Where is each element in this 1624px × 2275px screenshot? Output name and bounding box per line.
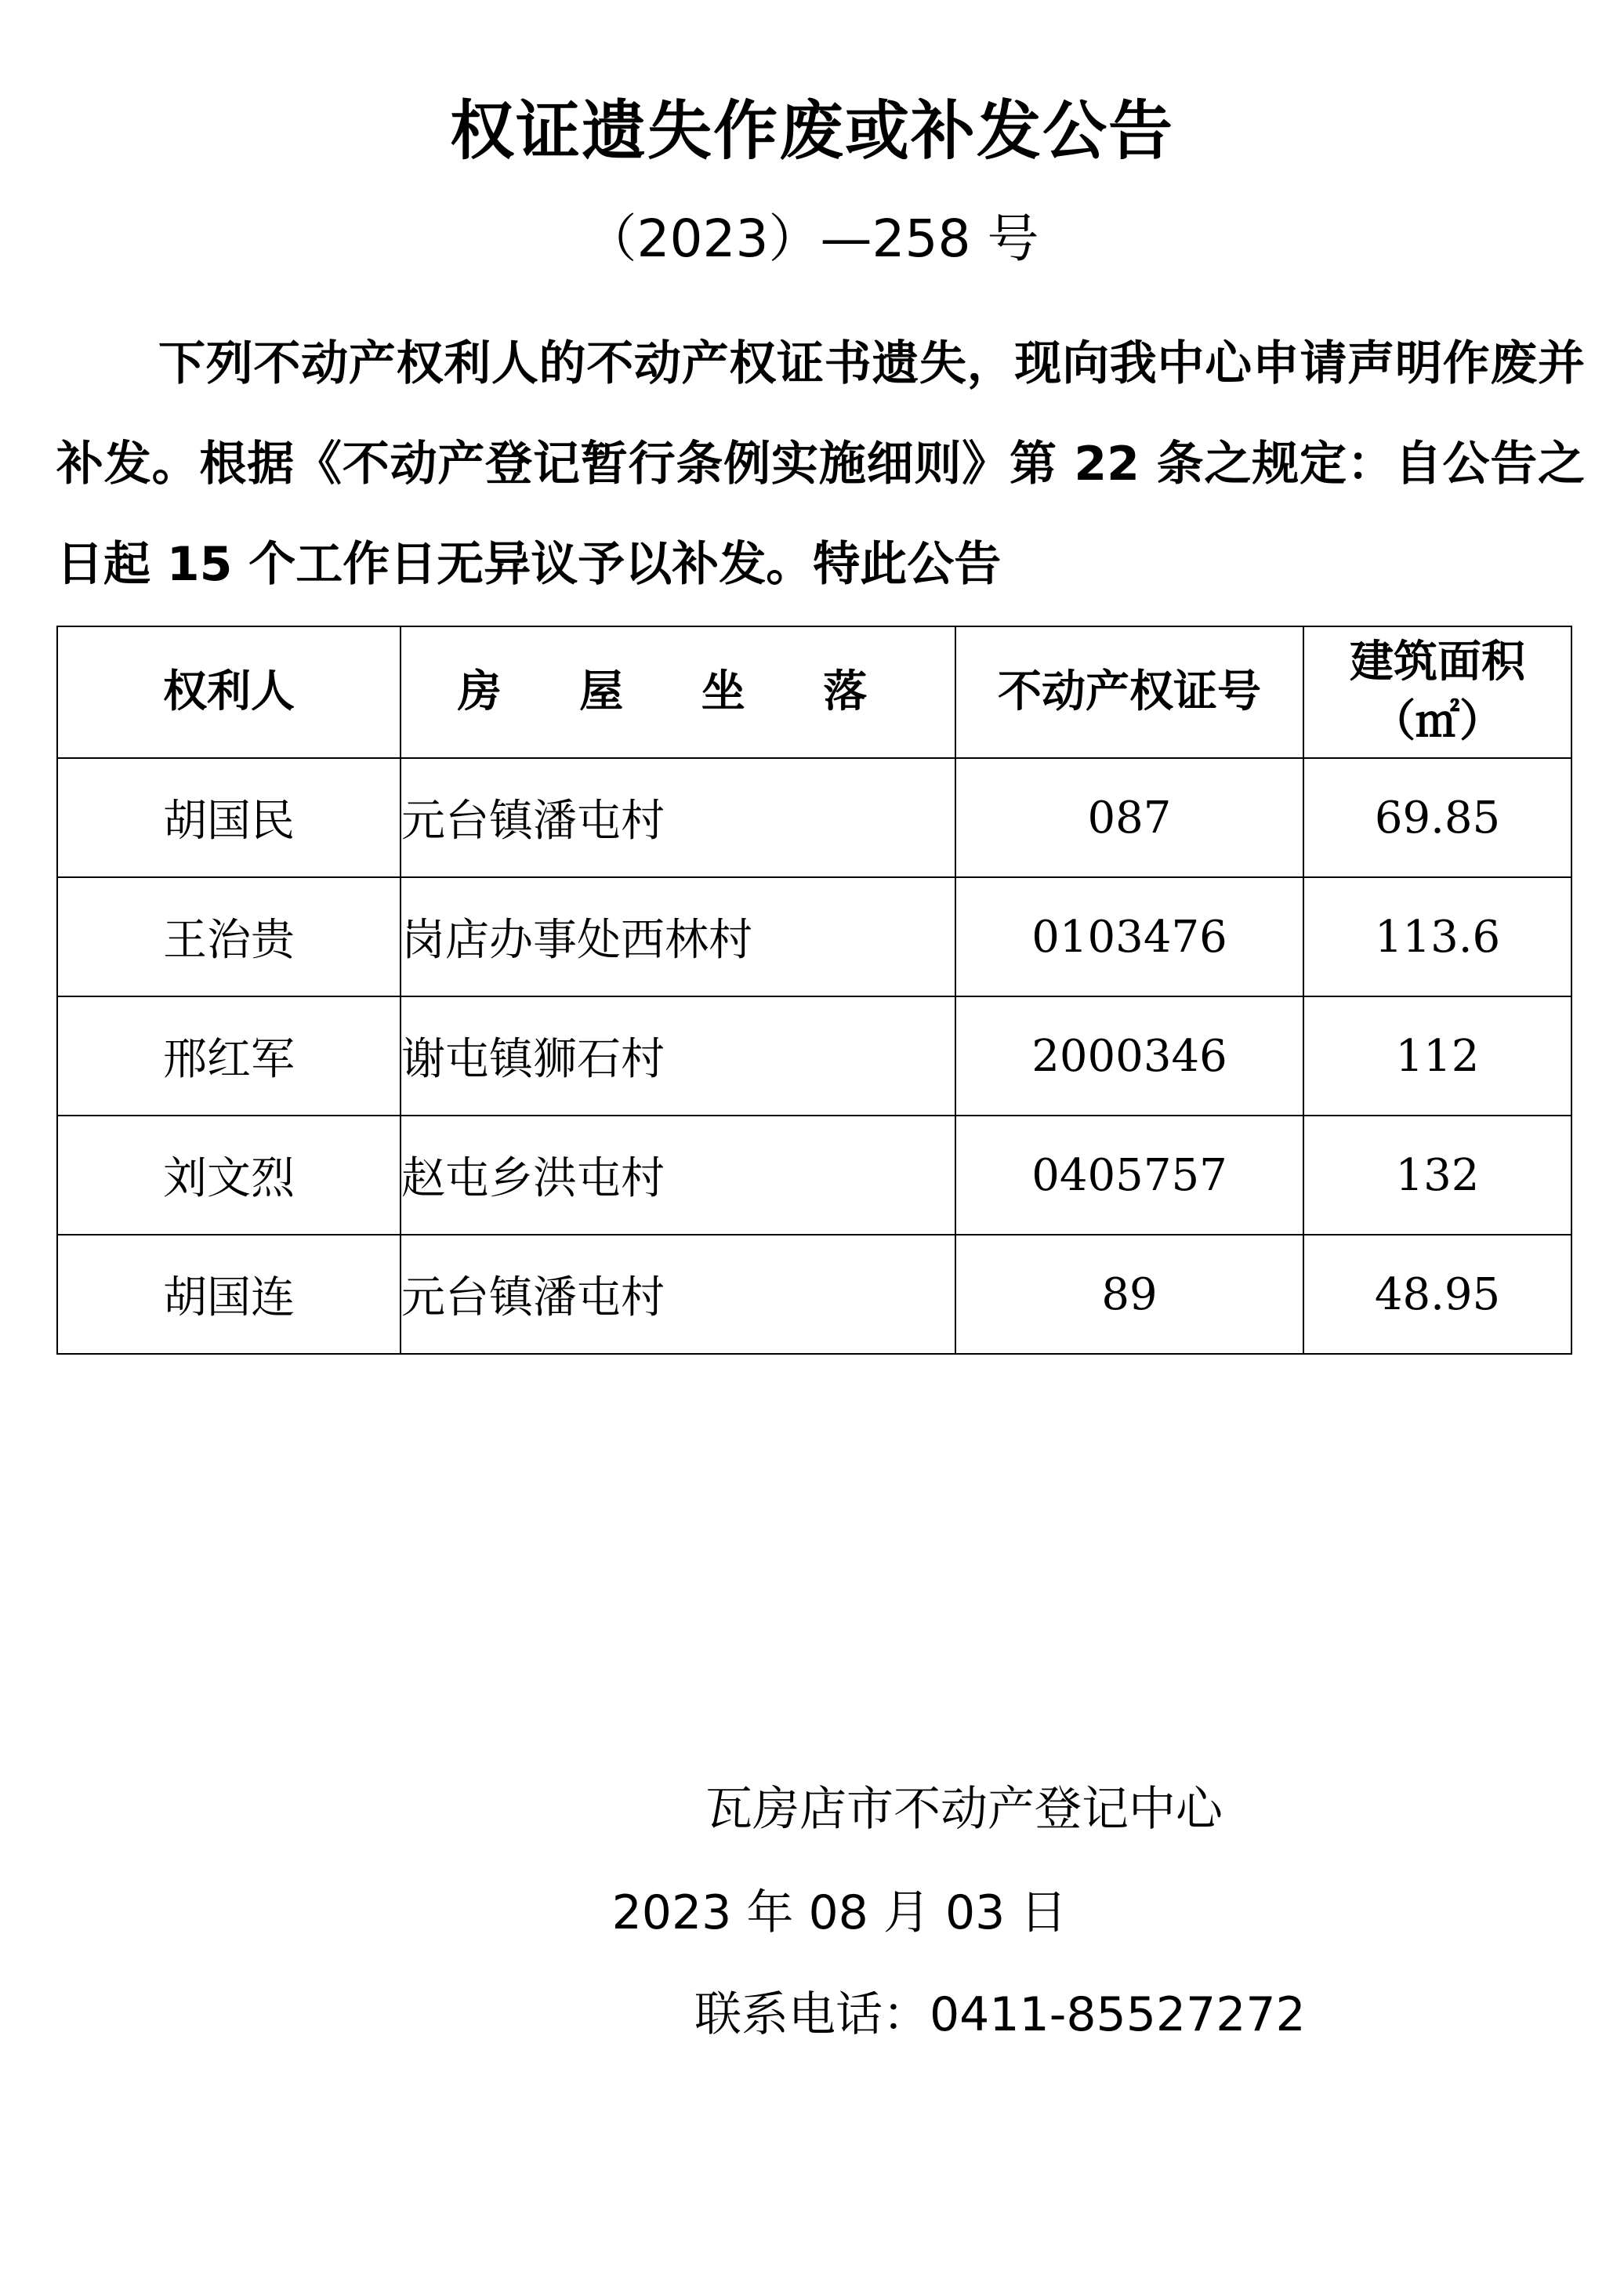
lost-certificate-table: [56, 626, 1572, 1355]
cell-holder: 胡国民: [57, 758, 401, 877]
issuing-organization: 瓦房店市不动产登记中心: [705, 1782, 1223, 1837]
cell-area: 112: [1303, 996, 1571, 1116]
contact-phone: 联系电话：0411-85527272: [694, 1987, 1306, 2042]
header-area-label: 建筑面积: [1350, 637, 1525, 688]
notice-number: （2023）—258 号: [585, 209, 1039, 269]
cell-cert-no: 087: [955, 758, 1303, 877]
cell-cert-no: 2000346: [955, 996, 1303, 1116]
table-header-row: [57, 626, 1571, 758]
cell-location: 赵屯乡洪屯村: [401, 1116, 955, 1235]
cell-area: 48.95: [1303, 1235, 1571, 1354]
cell-area: 132: [1303, 1116, 1571, 1235]
cell-holder: 刘文烈: [57, 1116, 401, 1235]
cell-cert-no: 89: [955, 1235, 1303, 1354]
cell-cert-no: 0103476: [955, 877, 1303, 996]
cell-holder: 邢红军: [57, 996, 401, 1116]
cell-location: 岗店办事处西林村: [401, 877, 955, 996]
header-area: [1303, 626, 1571, 758]
cell-holder: 胡国连: [57, 1235, 401, 1354]
cell-area: 69.85: [1303, 758, 1571, 877]
cell-location: 元台镇潘屯村: [401, 1235, 955, 1354]
table-row: [57, 758, 1571, 877]
header-cert-no: 不动产权证号: [955, 626, 1303, 758]
header-area-unit: （㎡）: [1372, 696, 1503, 747]
notice-title: 权证遗失作废或补发公告: [449, 94, 1174, 169]
table-row: [57, 1116, 1571, 1235]
header-location: 房 屋 坐 落: [401, 626, 955, 758]
cell-location: 谢屯镇狮石村: [401, 996, 955, 1116]
cell-cert-no: 0405757: [955, 1116, 1303, 1235]
cell-holder: 王治贵: [57, 877, 401, 996]
table-row: [57, 996, 1571, 1116]
header-holder: 权利人: [57, 626, 401, 758]
table-row: [57, 877, 1571, 996]
table-row: [57, 1235, 1571, 1354]
cell-area: 113.6: [1303, 877, 1571, 996]
notice-body: 下列不动产权利人的不动产权证书遗失，现向我中心申请声明作废并补发。根据《不动产登记暂行条例实施细则》第 22 条之规定：自公告之日起 15 个工作日无异议予以补发。特此公告: [56, 336, 1585, 592]
cell-location: 元台镇潘屯村: [401, 758, 955, 877]
issue-date: 2023 年 08 月 03 日: [611, 1885, 1068, 1940]
